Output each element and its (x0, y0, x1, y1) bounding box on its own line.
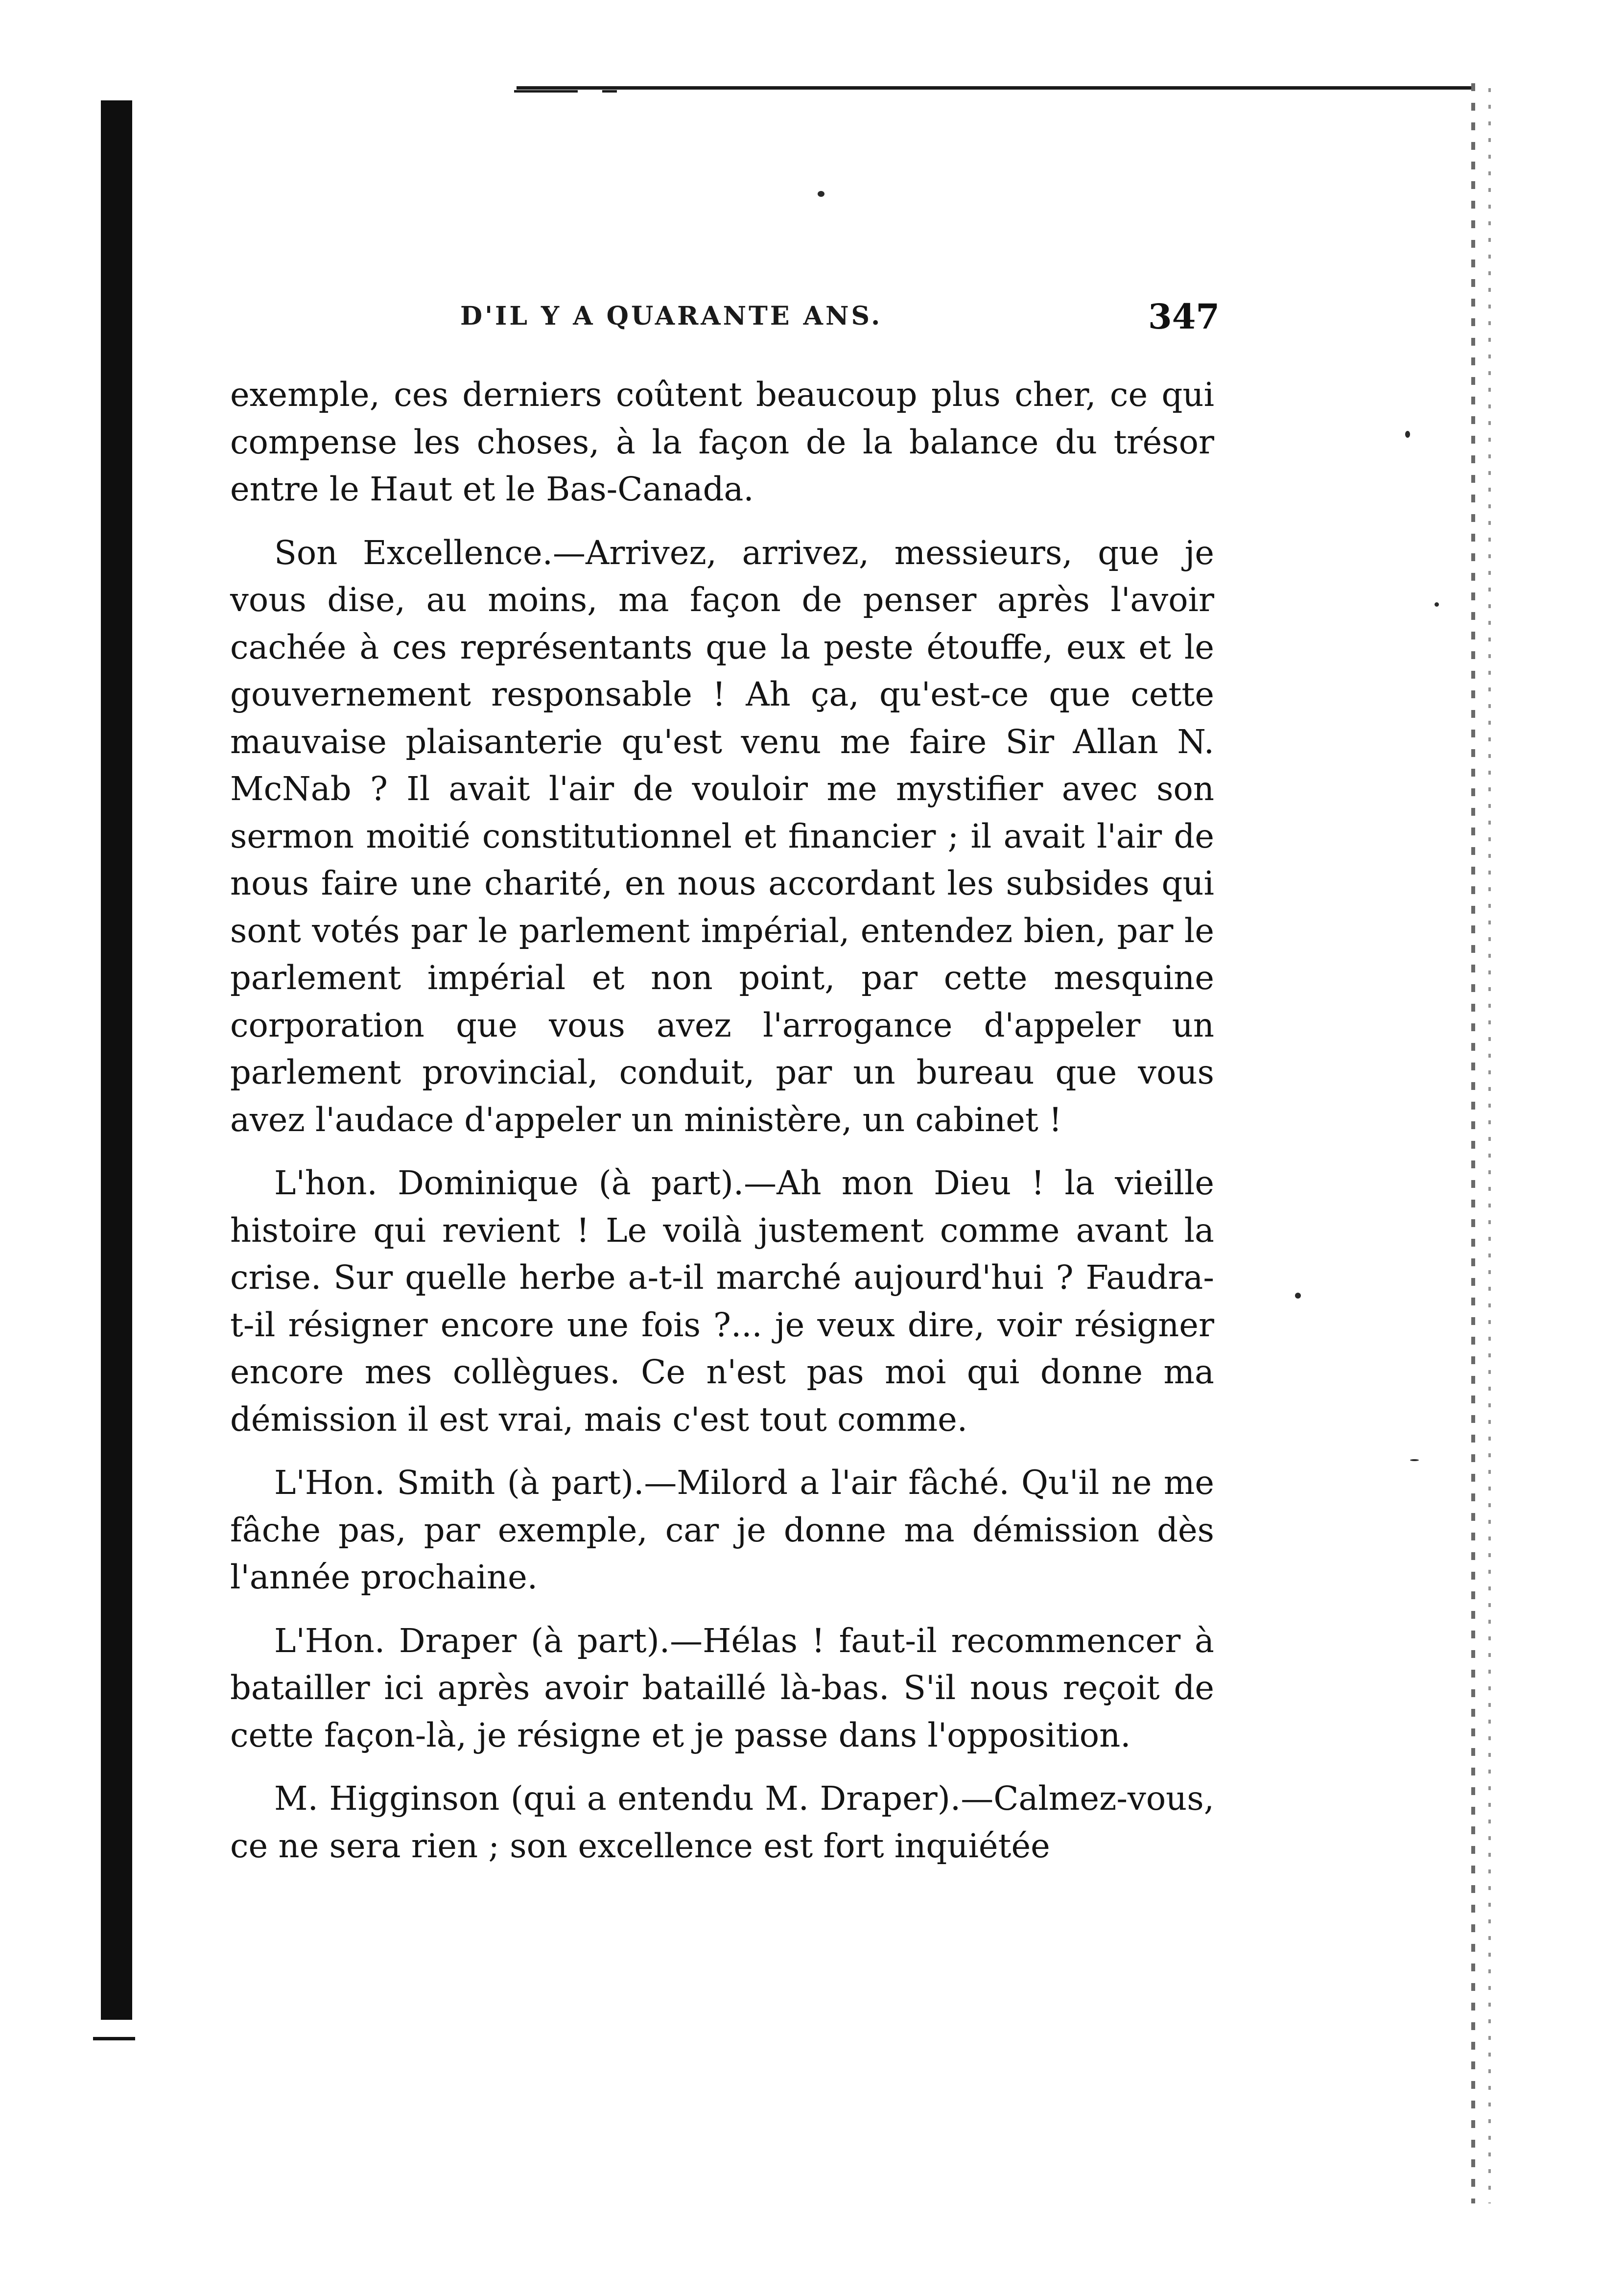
paragraph: L'Hon. Draper (à part).—Hélas ! faut-il recommencer à batailler ici après avoir bataillé là-bas. S'il nous reçoit de cette façon-là, je résigne et je passe dans l'opposition. (230, 1621, 1214, 1754)
page-number: 347 (1148, 296, 1220, 337)
spine-shadow-bar (101, 100, 132, 2020)
paragraph: exemple, ces derniers coûtent beaucoup plus cher, ce qui compense les choses, à la façon de la balance du trésor entre le Haut et le Bas-Canada. (230, 376, 1214, 508)
paragraph: M. Higginson (qui a entendu M. Draper).—Calmez-vous, ce ne sera rien ; son excellence est fort inquiétée (230, 1779, 1214, 1865)
top-rule-fragment (514, 90, 578, 93)
scan-speck (818, 191, 824, 197)
running-title: D'IL Y A QUARANTE ANS. (460, 301, 883, 331)
page-edge-artifact (1488, 88, 1491, 2203)
scan-speck (1410, 1459, 1419, 1461)
scan-speck (1435, 602, 1439, 607)
paragraph: Son Excellence.—Arrivez, arrivez, messieurs, que je vous dise, au moins, ma façon de penser après l'avoir cachée à ces représentants que la peste étouffe, eux et le gouvernement responsable ! Ah ça, qu'est-ce que cette mauvaise plaisanterie qu'est venu me faire Sir Allan N. McNab ? Il avait l'air de vouloir me mystifier avec son sermon moitié constitutionnel et financier ; il avait l'air de nous faire une charité, en nous accordant les subsides qui sont votés par le parlement impérial, entendez bien, par le parlement impérial et non point, par cette mesquine corporation que vous avez l'arrogance d'appeler un parlement provincial, conduit, par un bureau que vous avez l'audace d'appeler un ministère, un cabinet ! (230, 533, 1214, 1139)
spine-tick-mark (93, 2037, 135, 2040)
page-body (230, 371, 1214, 1869)
scan-speck (1295, 1293, 1301, 1299)
scan-speck (1405, 431, 1410, 438)
top-rule (517, 86, 1471, 90)
paragraph: L'Hon. Smith (à part).—Milord a l'air fâché. Qu'il ne me fâche pas, par exemple, car je donne ma démission dès l'année prochaine. (230, 1464, 1214, 1596)
paragraph: L'hon. Dominique (à part).—Ah mon Dieu ! la vieille histoire qui revient ! Le voilà justement comme avant la crise. Sur quelle herbe a-t-il marché aujourd'hui ? Faudra-t-il résigner encore une fois ?... je veux dire, voir résigner encore mes collègues. Ce n'est pas moi qui donne ma démission il est vrai, mais c'est tout comme. (230, 1164, 1214, 1439)
page-edge-artifact (1471, 83, 1475, 2203)
top-rule-fragment (602, 90, 617, 93)
